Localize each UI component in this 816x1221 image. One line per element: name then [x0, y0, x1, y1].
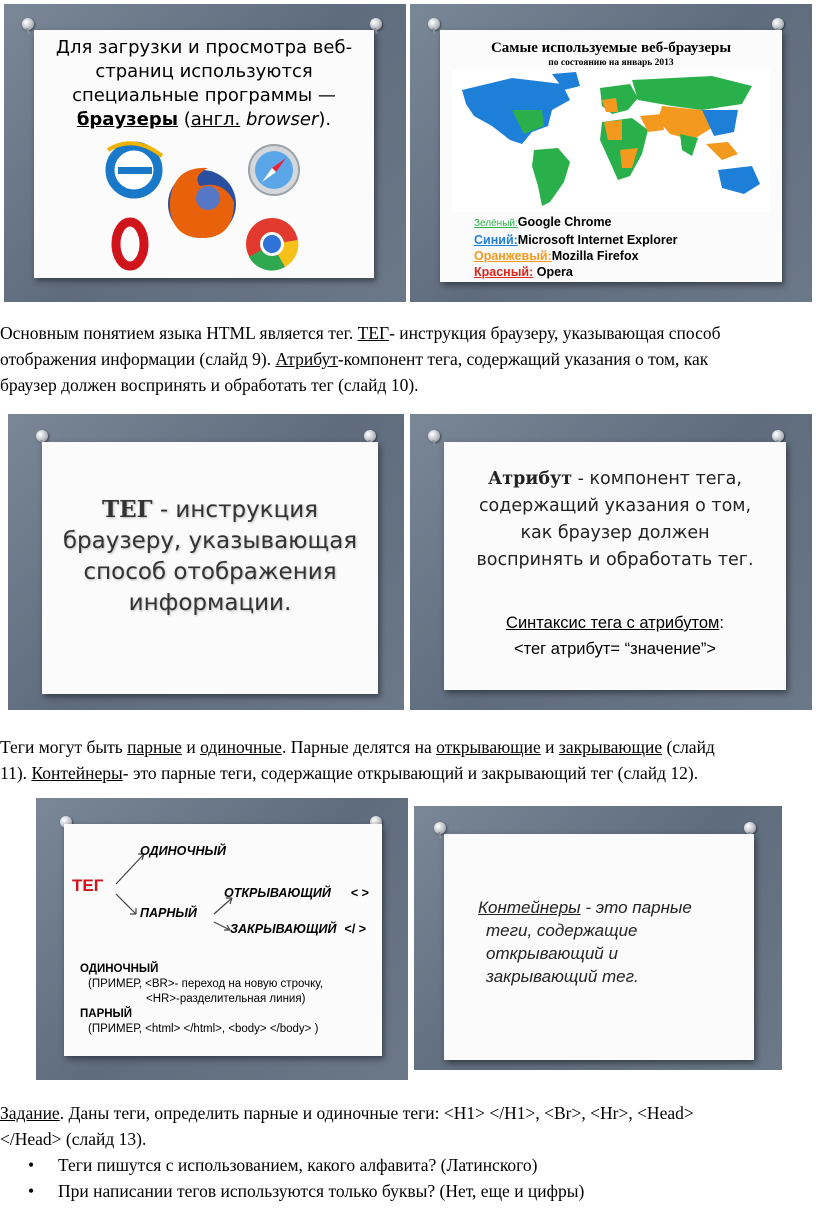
- text: . Парные делятся на: [281, 737, 437, 757]
- text: - это парные теги, содержащие открывающий и закрывающий тег (слайд 12).: [122, 763, 699, 783]
- bullet-text: При написании тегов используются только буквы? (Нет, еще и цифры): [58, 1181, 585, 1201]
- legend-key: Красный:: [474, 265, 534, 279]
- text: 11).: [0, 763, 32, 783]
- line: теги, содержащие: [486, 921, 638, 940]
- list-item: [30, 1178, 584, 1204]
- tree-paired: ПАРНЫЙ: [140, 906, 197, 920]
- legend-key: Синий:: [474, 233, 518, 247]
- example-title: ОДИНОЧНЫЙ: [80, 963, 159, 975]
- term-single: одиночные: [200, 737, 282, 757]
- legend-name: Google Chrome: [517, 215, 612, 229]
- browser-word: browser: [245, 109, 319, 130]
- line: информации.: [128, 590, 292, 616]
- text: Основным понятием языка HTML является тег.: [0, 323, 358, 343]
- firefox-icon: [168, 168, 236, 238]
- symbol: < >: [350, 886, 369, 900]
- legend-item: [474, 232, 678, 248]
- legend-item: [474, 214, 678, 232]
- pin-icon: [434, 822, 446, 834]
- opera-icon: [116, 222, 144, 266]
- pin-icon: [36, 430, 48, 442]
- legend-name: Opera: [536, 265, 573, 279]
- bullet-text: Теги пишутся с использованием, какого алфавита? (Латинского): [58, 1155, 538, 1175]
- legend-name: Mozilla Firefox: [551, 249, 639, 263]
- legend-key: Зелёный:: [474, 218, 518, 229]
- term-opening: открывающие: [436, 737, 541, 757]
- symbol: </ >: [344, 922, 367, 936]
- pin-icon: [772, 430, 784, 442]
- pin-icon: [22, 18, 34, 30]
- term-attribute: Атрибут: [488, 469, 573, 489]
- example-title: ПАРНЫЙ: [80, 1008, 133, 1020]
- slide-browsers: [4, 4, 406, 302]
- tree-single: ОДИНОЧНЫЙ: [140, 844, 227, 858]
- example-line: (ПРИМЕР, <BR>- переход на новую строчку,: [88, 978, 324, 990]
- examples: [80, 962, 323, 1037]
- syntax-example: <тег атрибут= “значение”>: [513, 640, 717, 658]
- term-closing: закрывающие: [558, 737, 663, 757]
- slide-text: [444, 466, 786, 574]
- pin-icon: [744, 822, 756, 834]
- term-teg: ТЕГ: [357, 323, 390, 343]
- paragraph-tag-definition: [0, 320, 816, 398]
- text: и: [181, 737, 201, 757]
- slide-card: [444, 442, 786, 690]
- legend-item: [474, 264, 678, 280]
- slide-text: [478, 896, 692, 988]
- syntax-block: [444, 610, 786, 662]
- pin-icon: [364, 430, 376, 442]
- colon: :: [719, 614, 724, 632]
- line: закрывающий тег.: [486, 967, 639, 986]
- browsers-word: браузеры: [76, 109, 179, 130]
- term-attribute: Атрибут: [275, 349, 338, 369]
- text: (слайд: [662, 737, 715, 757]
- map-legend: [474, 214, 678, 280]
- text: Теги могут быть: [0, 737, 128, 757]
- term-containers: Контейнеры: [31, 763, 123, 783]
- tree-opening: [224, 886, 369, 900]
- chrome-icon: [246, 218, 298, 271]
- line: страниц используются: [95, 61, 313, 82]
- slide-text: [42, 494, 378, 619]
- text: . Даны теги, определить парные и одиночные теги: <H1> </H1>, <Br>, <Hr>, <Head>: [59, 1103, 694, 1123]
- term-containers: Контейнеры: [478, 898, 581, 917]
- line: - компонент тега,: [572, 469, 742, 489]
- example-line: (ПРИМЕР, <html> </html>, <body> </body> ): [88, 1023, 319, 1035]
- slide-card: [64, 824, 382, 1056]
- slide-containers: [414, 806, 782, 1070]
- text: браузер должен воспринять и обработать тег (слайд 10).: [0, 375, 419, 395]
- pin-icon: [370, 18, 382, 30]
- slide-card: [440, 30, 782, 282]
- example-line: <HR>-разделительная линия): [146, 993, 306, 1005]
- tree-root: ТЕГ: [72, 876, 104, 895]
- pin-icon: [428, 18, 440, 30]
- text: </Head> (слайд 13).: [0, 1129, 147, 1149]
- line: - это парные: [580, 898, 692, 917]
- tree-diagram: [64, 824, 382, 942]
- browser-logos: [104, 140, 304, 274]
- text: и: [540, 737, 559, 757]
- paragraph-tag-types: [0, 734, 816, 786]
- label: ОТКРЫВАЮЩИЙ: [224, 886, 331, 900]
- map-title: Самые используемые веб-браузеры: [490, 40, 732, 56]
- line: содержащий указания о том,: [478, 496, 752, 516]
- label: ЗАКРЫВАЮЩИЙ: [230, 922, 337, 936]
- line: специальные программы —: [72, 85, 336, 106]
- slide-card: [42, 442, 378, 694]
- line: открывающий и: [486, 944, 618, 963]
- pin-icon: [428, 430, 440, 442]
- term-teg: ТЕГ: [101, 496, 153, 523]
- line: способ отображения: [83, 559, 337, 585]
- syntax-label: Синтаксис тега с атрибутом: [506, 614, 720, 632]
- legend-name: Microsoft Internet Explorer: [517, 233, 678, 247]
- paren: ).: [318, 109, 332, 130]
- slide-card: [444, 834, 754, 1060]
- line: как браузер должен: [520, 523, 710, 543]
- line: Для загрузки и просмотра веб-: [55, 37, 353, 58]
- safari-icon: [249, 145, 299, 195]
- slide-text: [34, 36, 374, 132]
- slide-attribute: [410, 414, 812, 710]
- slide-browser-map: [410, 4, 812, 302]
- text: отображения информации (слайд 9).: [0, 349, 276, 369]
- legend-item: [474, 248, 678, 264]
- line: браузеру, указывающая: [62, 528, 358, 554]
- tree-closing: [230, 922, 366, 936]
- internet-explorer-icon: [108, 143, 162, 194]
- slide-card: [34, 30, 374, 278]
- paragraph-task: [0, 1100, 816, 1152]
- term-task: Задание: [0, 1103, 60, 1123]
- slide-tag-tree: [36, 798, 408, 1080]
- paren: (: [178, 109, 191, 130]
- map-subtitle: по состоянию на январь 2013: [548, 58, 674, 68]
- term-paired: парные: [127, 737, 182, 757]
- slide-teg: [8, 414, 404, 710]
- line: воспринять и обработать тег.: [476, 550, 754, 570]
- world-map: [452, 70, 770, 212]
- line: - инструкция: [152, 497, 319, 523]
- text: -компонент тега, содержащий указания о том, как: [337, 349, 709, 369]
- pin-icon: [772, 18, 784, 30]
- legend-key: Оранжевый:: [474, 249, 552, 263]
- list-item: [30, 1152, 538, 1178]
- abbr-link[interactable]: англ.: [190, 109, 241, 130]
- text: - инструкция браузеру, указывающая способ: [389, 323, 721, 343]
